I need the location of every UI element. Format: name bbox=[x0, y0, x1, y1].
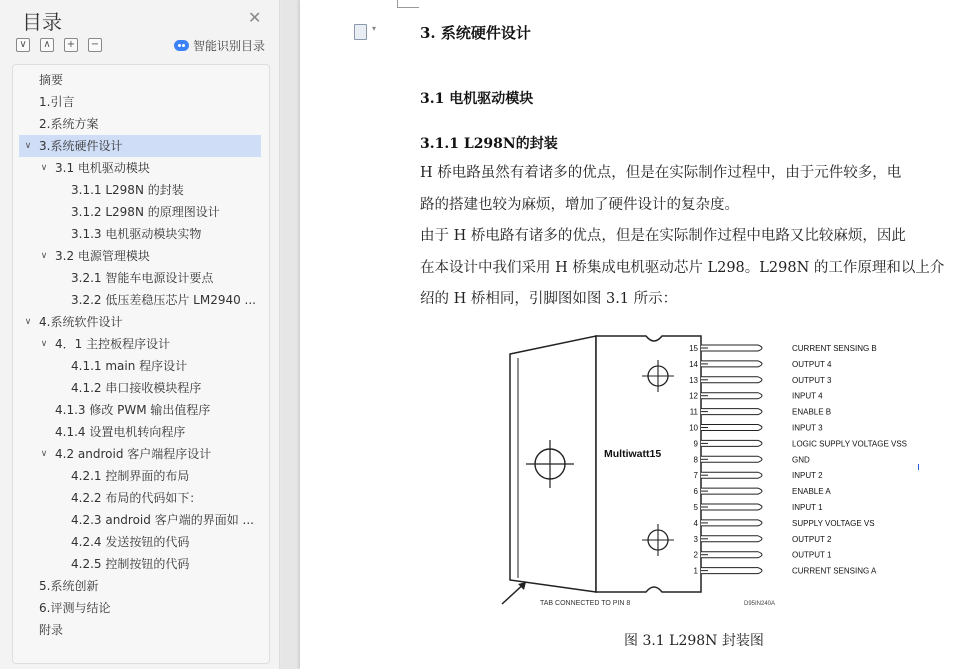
pin-list bbox=[689, 344, 907, 576]
pin-lead bbox=[701, 568, 762, 574]
toc-toolbar bbox=[16, 38, 102, 52]
pin-number: 6 bbox=[693, 487, 698, 497]
pin-lead bbox=[701, 520, 762, 526]
pin-name: INPUT 1 bbox=[792, 503, 823, 512]
pin-name: OUTPUT 2 bbox=[792, 534, 832, 544]
toc-item[interactable] bbox=[13, 487, 261, 509]
toc-item[interactable] bbox=[13, 443, 261, 465]
toc-item-label: 3.系统硬件设计 bbox=[39, 139, 123, 153]
pin-name: LOGIC SUPPLY VOLTAGE VSS bbox=[792, 439, 908, 449]
smart-recognize-button[interactable] bbox=[174, 37, 265, 54]
heading-3-1: 3.1 电机驱动模块 bbox=[420, 91, 534, 107]
pin-name: GND bbox=[792, 455, 810, 465]
toc-item[interactable] bbox=[13, 289, 261, 311]
paragraph-1-line-2: 路的搭建也较为麻烦，增加了硬件设计的复杂度。 bbox=[420, 197, 739, 213]
chevron-down-icon[interactable]: ∨ bbox=[40, 251, 48, 261]
toc-item[interactable] bbox=[13, 245, 261, 267]
toc-item[interactable] bbox=[13, 223, 261, 245]
pin-number: 11 bbox=[689, 407, 698, 417]
paragraph-2-line-3: 绍的 H 桥相同，引脚图如图 3.1 所示： bbox=[420, 291, 678, 307]
toc-item[interactable] bbox=[13, 597, 261, 619]
toc-item-label: 3.2 电源管理模块 bbox=[55, 249, 150, 263]
toc-item[interactable] bbox=[13, 157, 261, 179]
pin-number: 1 bbox=[693, 566, 698, 576]
chevron-down-icon[interactable]: ∨ bbox=[40, 339, 48, 349]
pin-lead bbox=[701, 345, 762, 351]
toc-item[interactable] bbox=[19, 135, 261, 157]
toc-item[interactable] bbox=[13, 421, 261, 443]
toc-item-label: 4.1.2 串口接收模块程序 bbox=[71, 381, 202, 395]
chevron-down-icon[interactable]: ∨ bbox=[24, 317, 32, 327]
paragraph-1-line-1: H 桥电路虽然有着诸多的优点，但是在实际制作过程中，由于元件较多，电 bbox=[420, 165, 902, 181]
toc-item-label: 3.1.2 L298N 的原理图设计 bbox=[71, 205, 220, 219]
toc-item[interactable] bbox=[13, 113, 261, 135]
toc-item-label: 3.1.3 电机驱动模块实物 bbox=[71, 227, 202, 241]
toc-item-label: 3.2.1 智能车电源设计要点 bbox=[71, 271, 214, 285]
pin-number: 13 bbox=[689, 375, 698, 385]
pin-lead bbox=[701, 488, 762, 494]
pin-number: 10 bbox=[689, 423, 698, 433]
l298n-package-figure bbox=[496, 334, 928, 610]
chevron-down-icon[interactable]: ∨ bbox=[24, 141, 32, 151]
pin-number: 15 bbox=[689, 344, 698, 353]
heading-3: 3. 系统硬件设计 bbox=[420, 24, 531, 42]
pin-name: INPUT 4 bbox=[792, 391, 823, 401]
pin-name: CURRENT SENSING A bbox=[792, 566, 877, 576]
toc-item[interactable] bbox=[13, 91, 261, 113]
pin bbox=[694, 503, 824, 512]
pin-number: 8 bbox=[693, 455, 698, 465]
toc-item[interactable] bbox=[13, 509, 261, 531]
pin-name: ENABLE A bbox=[792, 487, 831, 497]
pin bbox=[694, 455, 810, 464]
paragraph-2-line-2: 在本设计中我们采用 H 桥集成电机驱动芯片 L298。L298N 的工作原理和以上介 bbox=[420, 260, 945, 276]
toc-item-label: 4.1.3 修改 PWM 输出值程序 bbox=[55, 403, 211, 417]
page-corner-mark-h bbox=[397, 7, 419, 8]
collapse-all-button[interactable]: ∧ bbox=[40, 38, 54, 52]
pin-number: 5 bbox=[693, 503, 698, 512]
pin-lead bbox=[701, 504, 762, 510]
pin-number: 9 bbox=[693, 439, 698, 449]
pin bbox=[689, 344, 877, 353]
pin bbox=[689, 376, 832, 385]
pin-lead bbox=[701, 361, 762, 367]
pin-name: SUPPLY VOLTAGE VS bbox=[792, 518, 875, 528]
toc-item-label: 4.1.1 main 程序设计 bbox=[71, 359, 188, 373]
toc-item-label: 4.2.5 控制按钮的代码 bbox=[71, 557, 190, 571]
pin-number: 7 bbox=[693, 471, 698, 481]
tab-label: TAB CONNECTED TO PIN 8 bbox=[540, 600, 631, 607]
pin-name: CURRENT SENSING B bbox=[792, 344, 877, 353]
pin-lead bbox=[701, 472, 762, 478]
smart-recognize-icon bbox=[174, 40, 189, 51]
toc-title: 目录 bbox=[22, 10, 62, 34]
toc-item[interactable] bbox=[13, 553, 261, 575]
pin-lead bbox=[701, 425, 762, 431]
close-icon[interactable]: ✕ bbox=[248, 8, 262, 27]
toc-item-label: 3.1 电机驱动模块 bbox=[55, 161, 150, 175]
text-cursor-mark bbox=[918, 464, 919, 470]
toc-item[interactable] bbox=[13, 201, 261, 223]
toc-item-label: 4.系统软件设计 bbox=[39, 315, 123, 329]
smart-recognize-label: 智能识别目录 bbox=[193, 39, 266, 53]
remove-heading-button[interactable]: − bbox=[88, 38, 102, 52]
pin bbox=[694, 567, 877, 576]
pin-lead bbox=[701, 552, 762, 558]
pin-number: 3 bbox=[693, 534, 698, 544]
pin-name: INPUT 2 bbox=[792, 471, 823, 481]
pin-number: 2 bbox=[693, 550, 698, 560]
toc-item[interactable] bbox=[13, 399, 261, 421]
toc-item[interactable] bbox=[13, 69, 261, 91]
pin bbox=[689, 424, 823, 433]
pin bbox=[694, 439, 907, 448]
pin-lead bbox=[701, 440, 762, 446]
paragraph-menu-icon[interactable] bbox=[354, 24, 367, 40]
pin-name: OUTPUT 4 bbox=[792, 359, 832, 369]
pin-lead bbox=[701, 393, 762, 399]
toc-item[interactable] bbox=[13, 377, 261, 399]
toc-item-label: 4.2.3 android 客户端的界面如 ... bbox=[71, 513, 254, 527]
toc-item[interactable] bbox=[13, 465, 261, 487]
add-heading-button[interactable]: + bbox=[64, 38, 78, 52]
pin-name: OUTPUT 1 bbox=[792, 550, 832, 560]
toc-item-label: 5.系统创新 bbox=[39, 579, 99, 593]
toc-item-label: 4.2.1 控制界面的布局 bbox=[71, 469, 190, 483]
toc-sidebar bbox=[0, 0, 280, 669]
pin-name: OUTPUT 3 bbox=[792, 375, 832, 385]
pin bbox=[694, 535, 832, 544]
toc-item-label: 3.2.2 低压差稳压芯片 LM2940 ... bbox=[71, 293, 256, 307]
toc-item[interactable] bbox=[13, 355, 261, 377]
toc-item-label: 摘要 bbox=[39, 73, 64, 87]
pin-lead bbox=[701, 409, 762, 415]
pin-number: 4 bbox=[693, 518, 698, 528]
pin-lead bbox=[701, 456, 762, 462]
toc-item-label: 附录 bbox=[39, 623, 64, 637]
toc-item-label: 4．1 主控板程序设计 bbox=[55, 337, 171, 351]
heading-3-1-1: 3.1.1 L298N的封装 bbox=[420, 136, 558, 152]
chevron-down-icon[interactable]: ∨ bbox=[40, 163, 48, 173]
toc-item-label: 3.1.1 L298N 的封装 bbox=[71, 183, 184, 197]
toc-item-label: 4.2.2 布局的代码如下： bbox=[71, 491, 202, 505]
figure-caption: 图 3.1 L298N 封装图 bbox=[624, 633, 764, 649]
toc-item[interactable] bbox=[13, 333, 261, 355]
toc-item[interactable] bbox=[13, 179, 261, 201]
pin bbox=[689, 360, 832, 369]
toc-item[interactable] bbox=[13, 311, 261, 333]
toc-item[interactable] bbox=[13, 575, 261, 597]
expand-all-button[interactable]: ∨ bbox=[16, 38, 30, 52]
figure-code: D95IN240A bbox=[744, 601, 776, 607]
pin-lead bbox=[701, 536, 762, 542]
pin bbox=[694, 487, 832, 496]
chevron-down-icon[interactable]: ∨ bbox=[40, 449, 48, 459]
package-label: Multiwatt15 bbox=[604, 448, 662, 460]
toc-item-label: 4.1.4 设置电机转向程序 bbox=[55, 425, 186, 439]
toc-item[interactable] bbox=[13, 531, 261, 553]
pin-number: 14 bbox=[689, 359, 698, 369]
pin bbox=[694, 551, 832, 560]
toc-item[interactable] bbox=[13, 267, 261, 289]
paragraph-2-line-1: 由于 H 桥电路有诸多的优点，但是在实际制作过程中电路又比较麻烦，因此 bbox=[420, 228, 906, 244]
toc-item-label: 6.评测与结论 bbox=[39, 601, 111, 615]
pin bbox=[694, 471, 824, 480]
pin bbox=[689, 392, 823, 401]
pin bbox=[690, 408, 831, 417]
toc-item-label: 4.2 android 客户端程序设计 bbox=[55, 447, 212, 461]
toc-list bbox=[12, 64, 270, 664]
pin-name: INPUT 3 bbox=[792, 423, 823, 433]
pin-number: 12 bbox=[689, 391, 698, 401]
pin-name: ENABLE B bbox=[792, 407, 832, 417]
toc-item[interactable] bbox=[13, 619, 261, 641]
toc-item-label: 4.2.4 发送按钮的代码 bbox=[71, 535, 190, 549]
pin-lead bbox=[701, 377, 762, 383]
pin bbox=[694, 519, 875, 528]
toc-item-label: 2.系统方案 bbox=[39, 117, 99, 131]
toc-item-label: 1.引言 bbox=[39, 95, 75, 109]
